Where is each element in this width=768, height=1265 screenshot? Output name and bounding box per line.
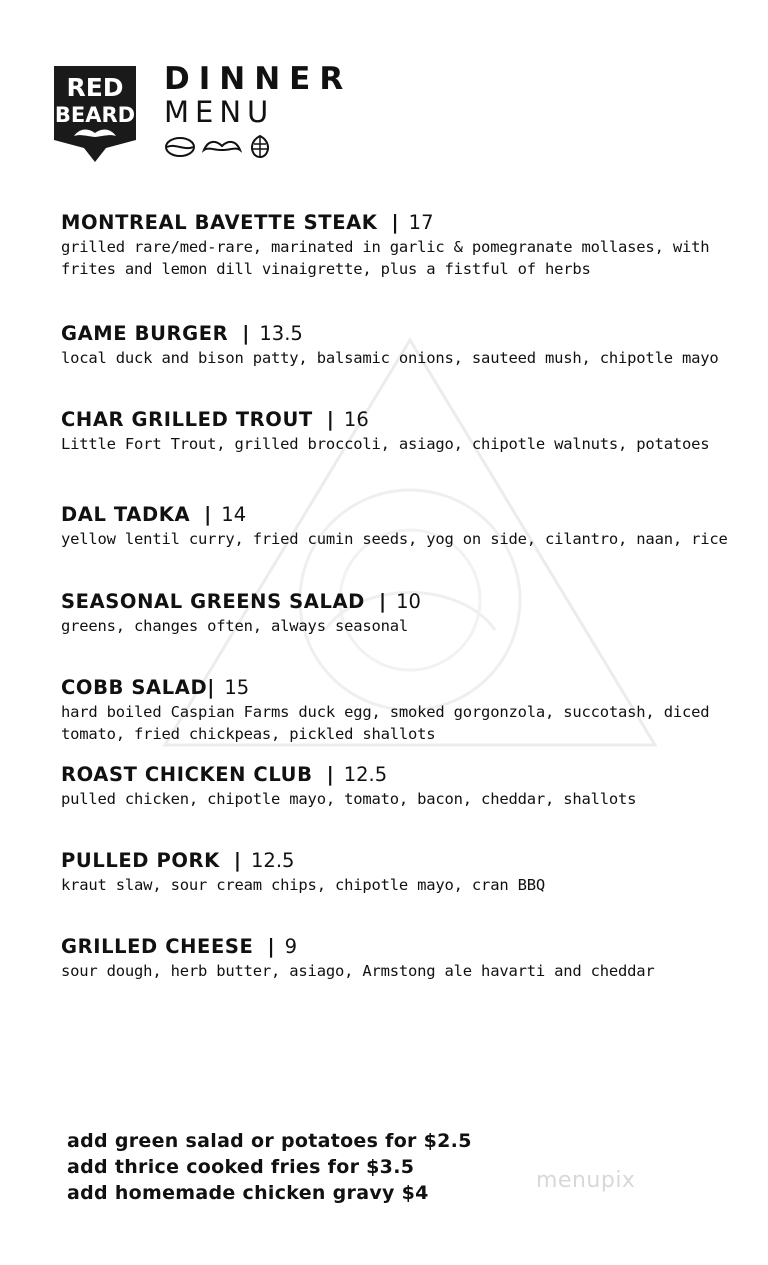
item-separator: | [378, 590, 387, 613]
title-dinner: DINNER [164, 61, 353, 97]
item-price: 14 [221, 503, 247, 526]
menu-item [61, 589, 741, 637]
menu-item [61, 675, 741, 745]
item-name: CHAR GRILLED TROUT [61, 408, 313, 431]
item-name: GRILLED CHEESE [61, 935, 254, 958]
item-name: ROAST CHICKEN CLUB [61, 763, 313, 786]
menu-item [61, 934, 741, 982]
item-separator: | [207, 676, 215, 699]
hop-icon [248, 134, 272, 164]
item-name: DAL TADKA [61, 503, 191, 526]
menu-item [61, 502, 741, 550]
item-price: 12.5 [251, 849, 295, 872]
item-price: 10 [396, 590, 421, 613]
item-description: hard boiled Caspian Farms duck egg, smoked gorgonzola, succotash, diced tomato, fried chickpeas, pickled shallots [61, 703, 710, 743]
title-icons [164, 134, 352, 164]
item-description: sour dough, herb butter, asiago, Armstong ale havarti and cheddar [61, 962, 655, 980]
title-menu: MENU [164, 95, 275, 129]
item-separator: | [326, 763, 334, 786]
item-description: yellow lentil curry, fried cumin seeds, yog on side, cilantro, naan, rice [61, 530, 728, 548]
item-description: greens, changes often, always seasonal [61, 617, 409, 635]
menu-item [61, 210, 741, 280]
logo-line1: RED [66, 73, 124, 102]
item-price: 16 [343, 408, 369, 431]
item-price: 13.5 [259, 322, 303, 345]
item-separator: | [242, 322, 250, 345]
menu-item [61, 762, 741, 810]
item-name: PULLED PORK [61, 849, 220, 872]
item-separator: | [326, 408, 334, 431]
coffee-bean-icon [164, 136, 196, 162]
item-separator: | [204, 503, 212, 526]
item-description: kraut slaw, sour cream chips, chipotle mayo, cran BBQ [61, 876, 545, 894]
item-description: local duck and bison patty, balsamic onions, sauteed mush, chipotle mayo [61, 349, 719, 367]
addons-list [67, 1128, 472, 1206]
mustache-icon [202, 136, 242, 162]
item-name: MONTREAL BAVETTE STEAK [61, 211, 378, 234]
item-separator: | [391, 211, 399, 234]
menu-item [61, 407, 741, 455]
logo-line2: BEARD [54, 103, 136, 127]
item-price: 9 [284, 935, 298, 958]
menu-item [61, 321, 741, 369]
red-beard-logo [54, 66, 136, 162]
item-description: pulled chicken, chipotle mayo, tomato, bacon, cheddar, shallots [61, 790, 637, 808]
item-name: COBB SALAD [61, 676, 208, 699]
menu-item [61, 848, 741, 896]
item-name: GAME BURGER [61, 322, 229, 345]
item-price: 15 [224, 676, 250, 699]
item-description: Little Fort Trout, grilled broccoli, asiago, chipotle walnuts, potatoes [61, 435, 710, 453]
item-separator: | [267, 935, 275, 958]
addon-gravy: add homemade chicken gravy $4 [67, 1182, 429, 1204]
addon-green-salad: add green salad or potatoes for $2.5 [67, 1130, 472, 1152]
item-price: 17 [408, 211, 434, 234]
addon-fries: add thrice cooked fries for $3.5 [67, 1156, 415, 1178]
item-description: grilled rare/med-rare, marinated in garlic & pomegranate mollases, with frites and lemon dill vinaigrette, plus a fistful of herbs [61, 238, 710, 278]
item-price: 12.5 [343, 763, 388, 786]
menu-title [164, 62, 352, 164]
menupix-watermark: menupix [536, 1168, 636, 1193]
item-separator: | [233, 849, 241, 872]
item-name: SEASONAL GREENS SALAD [61, 590, 365, 613]
